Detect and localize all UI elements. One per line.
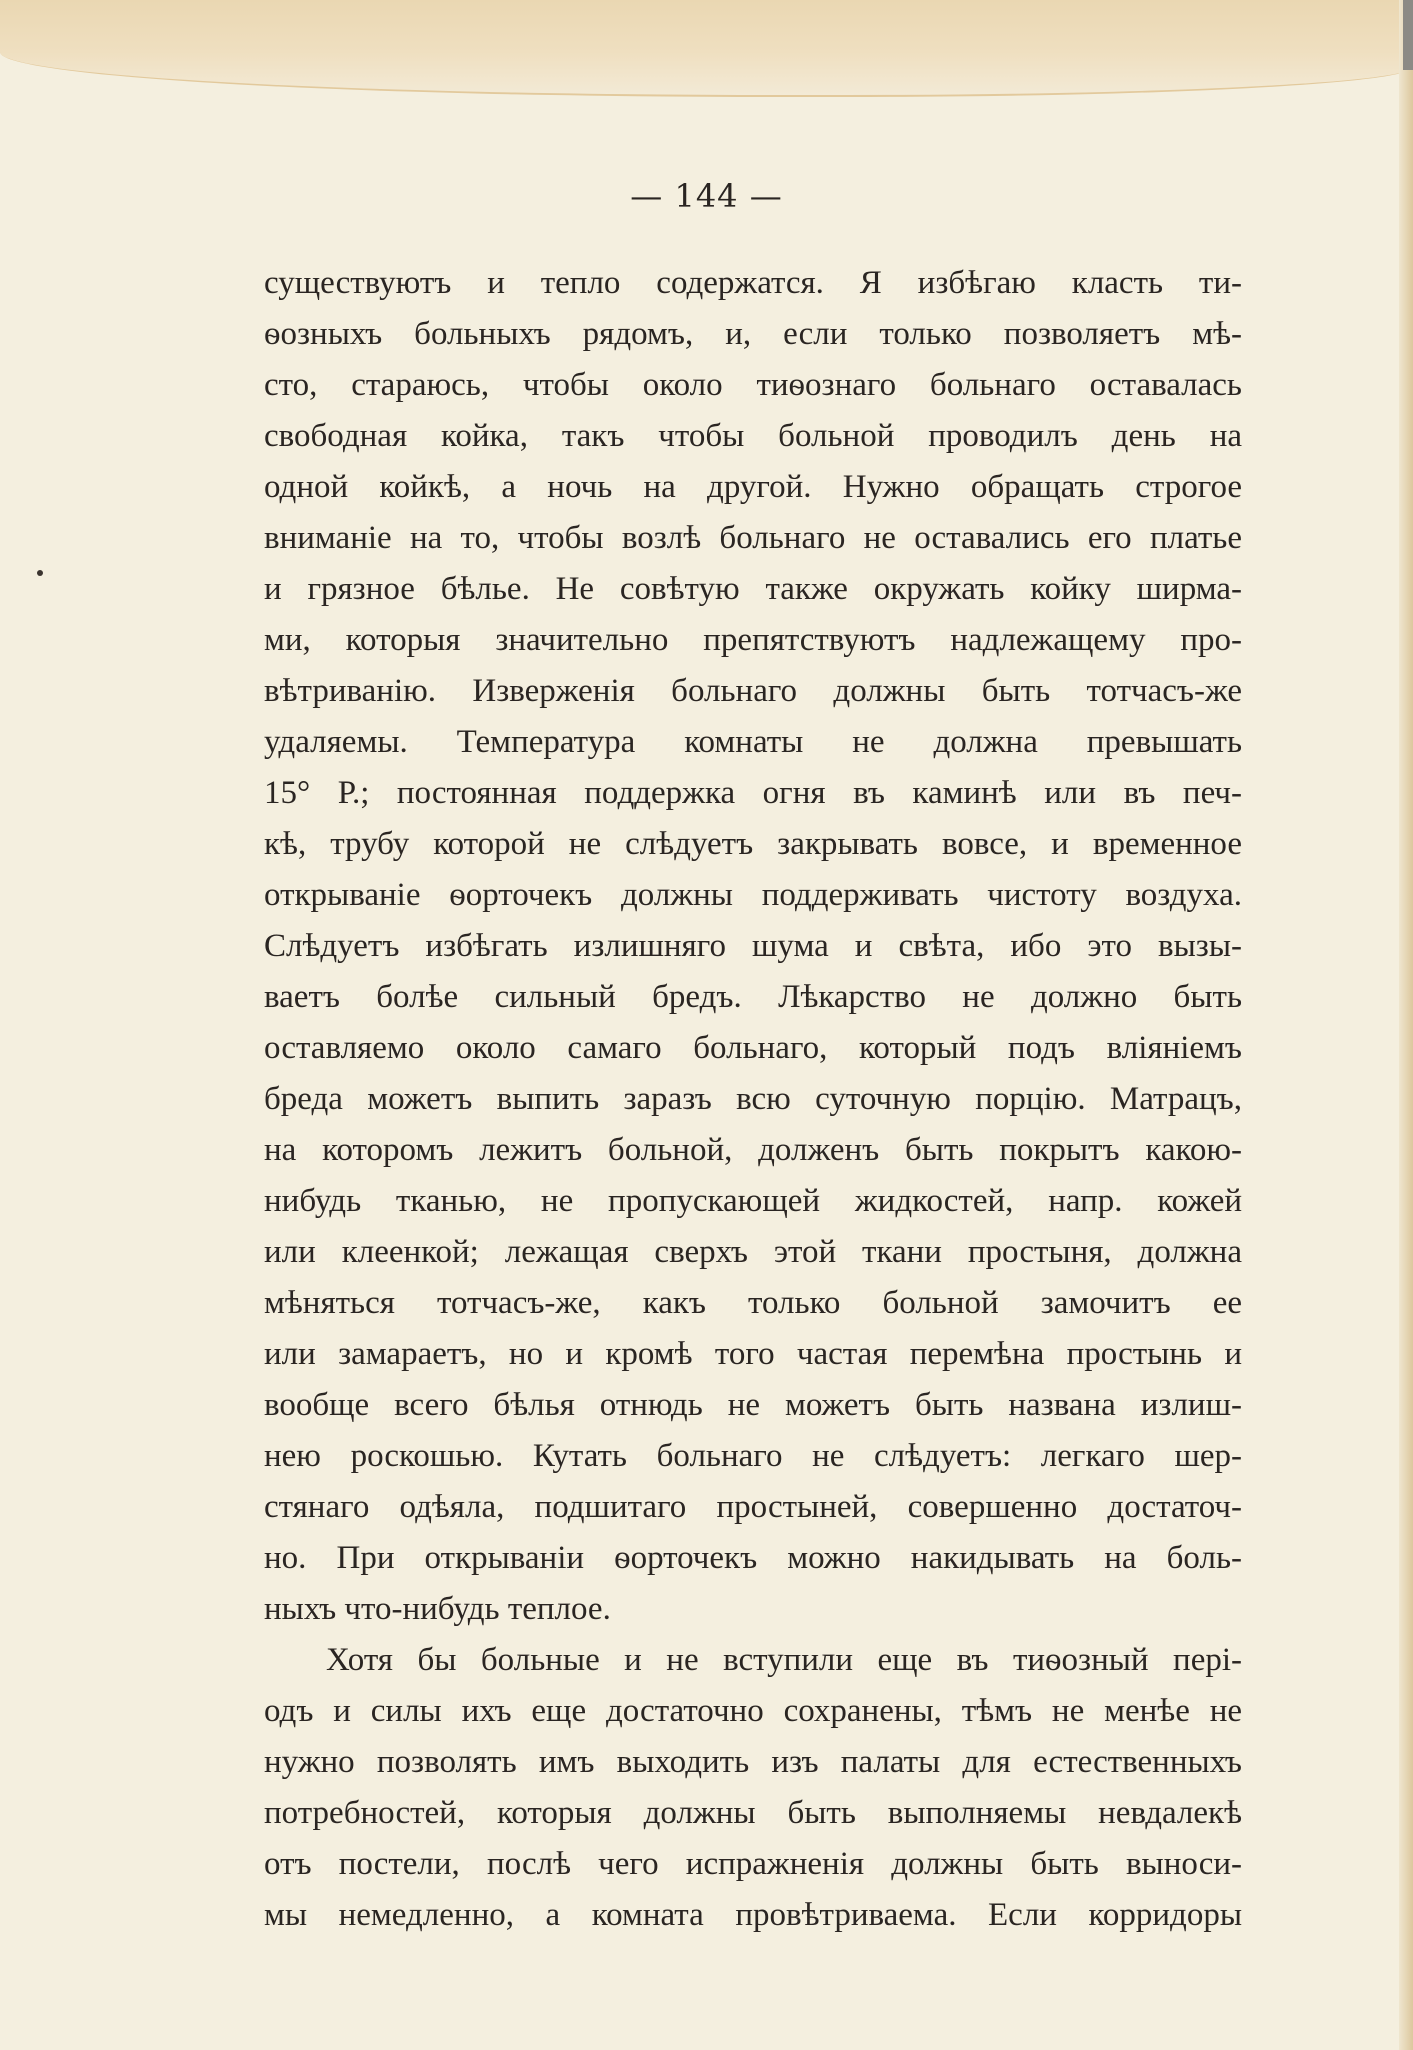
text-line: на которомъ лежитъ больной, долженъ быть покрытъ какою- bbox=[264, 1132, 1242, 1168]
text-line: вообще всего бѣлья отнюдь не можетъ быть названа излиш- bbox=[264, 1387, 1242, 1423]
text-line: Хотя бы больные и не вступили еще въ тиѳозный пері- bbox=[326, 1642, 1242, 1678]
text-line: и грязное бѣлье. Не совѣтую также окружать койку ширма- bbox=[264, 571, 1242, 607]
text-line: стянаго одѣяла, подшитаго простыней, совершенно достаточ- bbox=[264, 1489, 1242, 1525]
text-line: или клеенкой; лежащая сверхъ этой ткани простыня, должна bbox=[264, 1234, 1242, 1270]
text-line: ныхъ что-нибудь теплое. bbox=[264, 1591, 611, 1627]
text-line: сто, стараюсь, чтобы около тиѳознаго больнаго оставалась bbox=[264, 367, 1242, 403]
text-line: потребностей, которыя должны быть выполняемы невдалекѣ bbox=[264, 1795, 1242, 1831]
page-corner-shadow bbox=[1403, 0, 1413, 70]
text-line: ѳозныхъ больныхъ рядомъ, и, если только позволяетъ мѣ- bbox=[264, 316, 1242, 352]
text-line: одъ и силы ихъ еще достаточно сохранены, тѣмъ не менѣе не bbox=[264, 1693, 1242, 1729]
text-line: кѣ, трубу которой не слѣдуетъ закрывать вовсе, и временное bbox=[264, 826, 1242, 862]
text-line: ми, которыя значительно препятствуютъ надлежащему про- bbox=[264, 622, 1242, 658]
text-line: оставляемо около самаго больнаго, который подъ вліяніемъ bbox=[264, 1030, 1242, 1066]
text-line: или замараетъ, но и кромѣ того частая перемѣна простынь и bbox=[264, 1336, 1242, 1372]
text-line: удаляемы. Температура комнаты не должна превышать bbox=[264, 724, 1242, 760]
text-line: вниманіе на то, чтобы возлѣ больнаго не оставались его платье bbox=[264, 520, 1242, 556]
text-line: 15° Р.; постоянная поддержка огня въ каминѣ или въ печ- bbox=[264, 775, 1242, 811]
text-line: нею роскошью. Кутать больнаго не слѣдуетъ: легкаго шер- bbox=[264, 1438, 1242, 1474]
text-line: одной койкѣ, а ночь на другой. Нужно обращать строгое bbox=[264, 469, 1242, 505]
text-line: отъ постели, послѣ чего испражненія должны быть выноси- bbox=[264, 1846, 1242, 1882]
text-line: но. При открываніи ѳорточекъ можно накидывать на боль- bbox=[264, 1540, 1242, 1576]
text-line: свободная койка, такъ чтобы больной проводилъ день на bbox=[264, 418, 1242, 454]
page-top-stain bbox=[0, 0, 1413, 97]
page-number: — 144 — bbox=[630, 177, 783, 215]
body-text bbox=[264, 258, 1242, 1941]
page-right-edge bbox=[1399, 0, 1413, 2050]
text-line: Слѣдуетъ избѣгать излишняго шума и свѣта, ибо это вызы- bbox=[264, 928, 1242, 964]
paragraph-2 bbox=[264, 1635, 1242, 1941]
text-line: мы немедленно, а комната провѣтриваема. Если корридоры bbox=[264, 1897, 1242, 1933]
text-line: ваетъ болѣе сильный бредъ. Лѣкарство не должно быть bbox=[264, 979, 1242, 1015]
paragraph-1 bbox=[264, 258, 1242, 1635]
text-line: мѣняться тотчасъ-же, какъ только больной замочитъ ее bbox=[264, 1285, 1242, 1321]
text-line: нужно позволять имъ выходить изъ палаты для естественныхъ bbox=[264, 1744, 1242, 1780]
text-line: открываніе ѳорточекъ должны поддерживать чистоту воздуха. bbox=[264, 877, 1242, 913]
text-line: бреда можетъ выпить заразъ всю суточную порцію. Матрацъ, bbox=[264, 1081, 1242, 1117]
text-line: вѣтриванію. Изверженія больнаго должны быть тотчасъ-же bbox=[264, 673, 1242, 709]
text-line: существуютъ и тепло содержатся. Я избѣгаю класть ти- bbox=[264, 265, 1242, 301]
margin-ink-dot bbox=[37, 570, 43, 576]
text-line: нибудь тканью, не пропускающей жидкостей, напр. кожей bbox=[264, 1183, 1242, 1219]
